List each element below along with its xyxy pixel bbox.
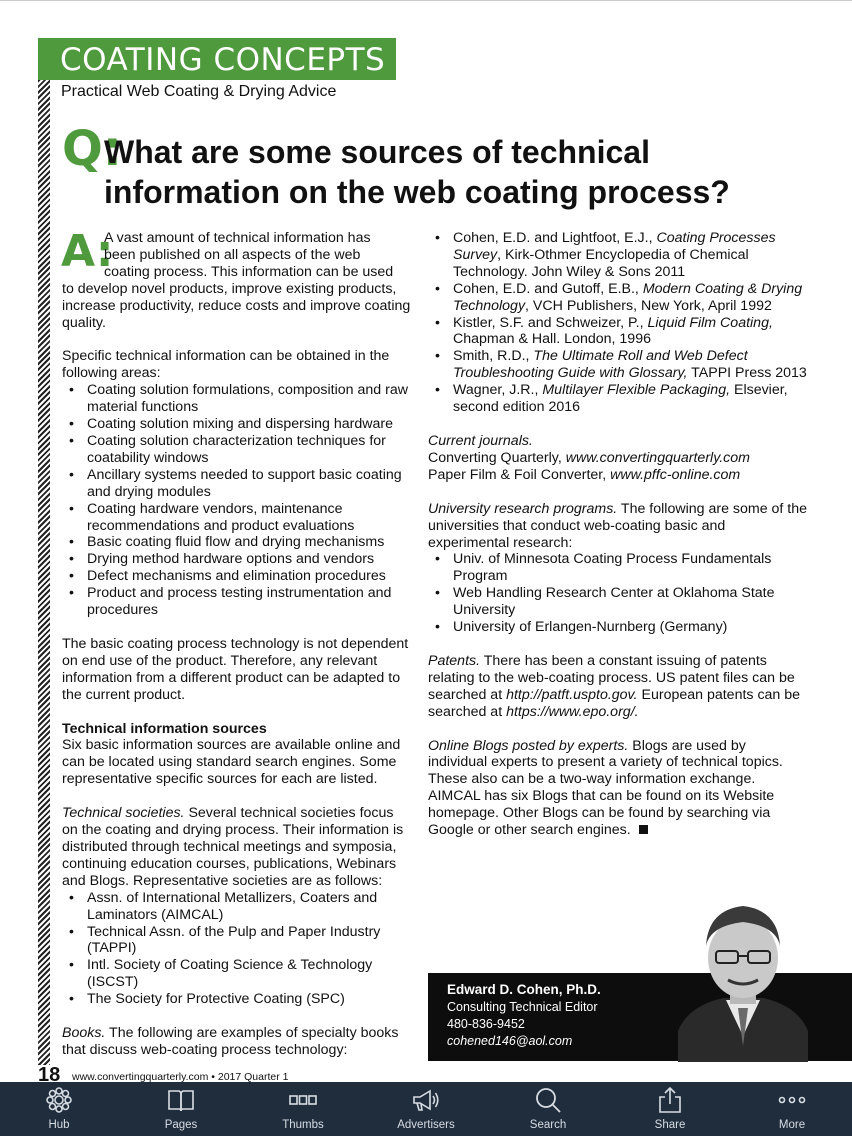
list-item: • Technical Assn. of the Pulp and Paper Industry (TAPPI)	[62, 924, 412, 958]
tab-label: More	[778, 1119, 806, 1131]
tab-label: Share	[654, 1119, 686, 1131]
end-mark	[639, 825, 648, 834]
book-item: • Wagner, J.R., Multilayer Flexible Packaging, Elsevier, second edition 2016	[428, 382, 808, 416]
areas-intro: Specific technical information can be obtained in the following areas:	[62, 348, 390, 382]
tab-search[interactable]	[493, 1082, 603, 1136]
question-marker: Q:	[62, 121, 122, 177]
search-icon	[534, 1086, 562, 1114]
author-email[interactable]: cohened146@aol.com	[447, 1034, 573, 1048]
patents-paragraph: Patents. There has been a constant issuing of patents relating to the web-coating process. US patent files can be searched at http://patft.uspto.gov. European patents can be searched at https://www.epo.org/.	[428, 652, 801, 720]
tab-advertisers[interactable]	[371, 1082, 481, 1136]
column-title: COATING CONCEPTS	[60, 42, 386, 78]
tab-pages[interactable]	[126, 1082, 236, 1136]
intro-line-4: to develop novel products, improve existing products, increase productivity, reduce costs and improve coating quality.	[62, 280, 411, 331]
hatched-margin-stripe	[38, 80, 50, 1065]
list-item: • Coating solution mixing and dispersing hardware	[62, 416, 412, 433]
societies-list	[62, 890, 412, 1008]
societies-paragraph	[62, 805, 412, 890]
intro-line-1: A vast amount of technical information has	[104, 230, 371, 246]
patent-link[interactable]: http://patft.uspto.gov.	[506, 686, 638, 703]
list-item: • Intl. Society of Coating Science & Technology (ISCST)	[62, 957, 412, 991]
university-label: University research programs.	[428, 500, 618, 517]
books-text: The following are examples of specialty books that discuss web-coating process technology:	[62, 1025, 399, 1058]
author-phone: 480-836-9452	[447, 1017, 525, 1031]
university-list	[428, 551, 808, 636]
list-item: • The Society for Protective Coating (SPC)	[62, 991, 412, 1008]
author-name: Edward D. Cohen, Ph.D.	[447, 982, 601, 997]
more-icon	[778, 1086, 806, 1114]
list-item: • University of Erlangen-Nurnberg (Germany)	[428, 619, 808, 636]
books-paragraph	[62, 1025, 412, 1059]
list-item: • Ancillary systems needed to support basic coating and drying modules	[62, 467, 412, 501]
areas-list	[62, 382, 412, 619]
page-number: 18	[38, 1064, 61, 1082]
list-item: • Coating hardware vendors, maintenance recommendations and product evaluations	[62, 501, 412, 535]
patents-label: Patents.	[428, 652, 481, 669]
university-paragraph: University research programs. The following are some of the universities that conduct web-coating basic and experimental research:	[428, 500, 808, 551]
books-list	[428, 230, 808, 416]
blogs-label: Online Blogs posted by experts.	[428, 737, 629, 754]
journal-link[interactable]: www.pffc-online.com	[610, 466, 741, 483]
tab-thumbs[interactable]	[248, 1082, 358, 1136]
top-border	[0, 0, 852, 1]
question-heading: What are some sources of technical information on the web coating process?	[104, 134, 730, 210]
tab-label: Advertisers	[397, 1119, 455, 1131]
footer-text: www.convertingquarterly.com • 2017 Quarter 1	[72, 1071, 289, 1082]
sources-paragraph: Six basic information sources are available online and can be located using standard search engines. Some representative specific sources for each are listed.	[62, 737, 401, 788]
column-subtitle: Practical Web Coating & Drying Advice	[61, 83, 337, 100]
list-item: • Assn. of International Metallizers, Coaters and Laminators (AIMCAL)	[62, 890, 412, 924]
sources-heading: Technical information sources	[62, 720, 267, 737]
societies-label: Technical societies.	[62, 805, 185, 822]
left-column	[61, 226, 412, 1059]
answer-marker: A:	[61, 226, 114, 277]
book-item: • Smith, R.D., The Ultimate Roll and Web Defect Troubleshooting Guide with Glossary, TAPPI Press 2013	[428, 348, 808, 382]
book-item: • Cohen, E.D. and Gutoff, E.B., Modern Coating & Drying Technology, VCH Publishers, New York, April 1992	[428, 281, 808, 315]
blogs-paragraph: Online Blogs posted by experts. Blogs are used by individual experts to present a variety of technical topics. These also can be a two-way information exchange. AIMCAL has six Blogs that can be found on its Website homepage. Other Blogs can be found by searching via Google or other search engines.	[428, 737, 783, 839]
tab-label: Thumbs	[282, 1119, 324, 1131]
tab-share[interactable]	[615, 1082, 725, 1136]
hub-icon	[45, 1086, 73, 1114]
intro-line-3: coating process. This information can be used	[104, 263, 394, 280]
tab-more[interactable]	[737, 1082, 847, 1136]
list-item: • Web Handling Research Center at Oklahoma State University	[428, 585, 808, 619]
book-item: • Kistler, S.F. and Schweizer, P., Liquid Film Coating, Chapman & Hall. London, 1996	[428, 315, 808, 349]
patent-link[interactable]: https://www.epo.org/.	[506, 703, 639, 720]
list-item: • Drying method hardware options and vendors	[62, 551, 412, 568]
share-icon	[656, 1086, 684, 1114]
list-item: • Coating solution formulations, composition and raw material functions	[62, 382, 412, 416]
thumbs-icon	[289, 1086, 317, 1114]
journals-label: Current journals.	[428, 432, 533, 449]
societies-text: Several technical societies focus on the coating and drying process. Their information is distributed through technical meetings and symposia, continuing education courses, publications, Webinars and Blogs. Representative societies are as follows:	[62, 805, 404, 889]
list-item: • Univ. of Minnesota Coating Process Fundamentals Program	[428, 551, 808, 585]
author-photo	[668, 896, 818, 1062]
list-item: • Defect mechanisms and elimination procedures	[62, 568, 412, 585]
intro-line-2: been published on all aspects of the web	[104, 246, 361, 263]
tab-hub[interactable]	[4, 1082, 114, 1136]
basic-paragraph: The basic coating process technology is not dependent on end use of the product. Therefore, any relevant information from a different product can be adapted to the current product.	[62, 635, 409, 703]
author-role: Consulting Technical Editor	[447, 1000, 598, 1014]
book-icon	[167, 1086, 195, 1114]
right-column	[428, 230, 808, 839]
books-label: Books.	[62, 1025, 106, 1042]
list-item: • Product and process testing instrumentation and procedures	[62, 585, 412, 619]
journal-link[interactable]: www.convertingquarterly.com	[565, 449, 750, 466]
megaphone-icon	[412, 1086, 440, 1114]
list-item: • Basic coating fluid flow and drying mechanisms	[62, 534, 412, 551]
list-item: • Coating solution characterization techniques for coatability windows	[62, 433, 412, 467]
book-item: • Cohen, E.D. and Lightfoot, E.J., Coating Processes Survey, Kirk-Othmer Encyclopedia of Chemical Technology. John Wiley & Sons 2011	[428, 230, 808, 281]
tab-label: Pages	[164, 1119, 198, 1131]
tab-label: Hub	[48, 1119, 70, 1131]
journal-item: Converting Quarterly, www.convertingquarterly.com	[428, 449, 750, 466]
journal-item: Paper Film & Foil Converter, www.pffc-online.com	[428, 466, 741, 483]
tab-label: Search	[529, 1119, 567, 1131]
